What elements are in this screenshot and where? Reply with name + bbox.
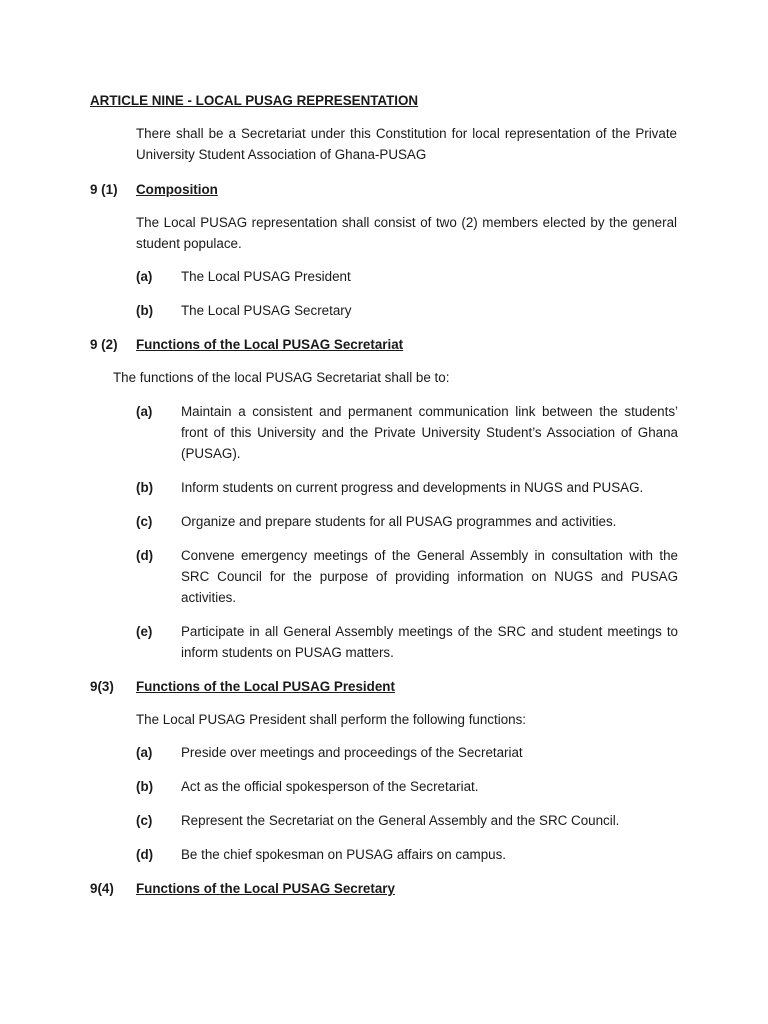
section-heading: Functions of the Local PUSAG Secretariat (136, 337, 404, 352)
item-text: Maintain a consistent and permanent communication link between the students’ front of this University and the Private University Student’s Association of Ghana (PUSAG). (181, 404, 678, 461)
item-label: (b) (136, 480, 154, 495)
item-text: The Local PUSAG President (181, 269, 351, 284)
article-title: ARTICLE NINE - LOCAL PUSAG REPRESENTATION (90, 93, 419, 108)
section-number: 9(4) (90, 881, 114, 896)
item-label: (c) (136, 813, 153, 828)
section-intro: The Local PUSAG representation shall consist of two (2) members elected by the general student populace. (136, 215, 677, 251)
section-intro: The functions of the local PUSAG Secretariat shall be to: (113, 370, 450, 385)
item-text: Organize and prepare students for all PUSAG programmes and activities. (181, 514, 617, 529)
section-intro: The Local PUSAG President shall perform the following functions: (136, 712, 527, 727)
section-number: 9(3) (90, 679, 114, 694)
section-number: 9 (2) (90, 337, 118, 352)
item-label: (e) (136, 624, 153, 639)
item-label: (a) (136, 404, 153, 419)
section-heading: Composition (136, 182, 218, 197)
item-label: (c) (136, 514, 153, 529)
item-text: Preside over meetings and proceedings of the Secretariat (181, 745, 523, 760)
item-text: Represent the Secretariat on the General Assembly and the SRC Council. (181, 813, 620, 828)
item-label: (a) (136, 745, 153, 760)
item-label: (a) (136, 269, 153, 284)
section-number: 9 (1) (90, 182, 118, 197)
item-label: (d) (136, 847, 154, 862)
item-text: Act as the official spokesperson of the Secretariat. (181, 779, 479, 794)
intro-paragraph: There shall be a Secretariat under this Constitution for local representation of the Private University Student Association of Ghana-PUSAG (136, 126, 677, 162)
item-label: (b) (136, 303, 154, 318)
item-text: Be the chief spokesman on PUSAG affairs on campus. (181, 847, 507, 862)
item-text: Inform students on current progress and developments in NUGS and PUSAG. (181, 480, 644, 495)
item-text: Participate in all General Assembly meetings of the SRC and student meetings to inform students on PUSAG matters. (181, 624, 678, 660)
item-text: Convene emergency meetings of the General Assembly in consultation with the SRC Council for the purpose of providing information on NUGS and PUSAG activities. (181, 548, 678, 605)
item-text: The Local PUSAG Secretary (181, 303, 352, 318)
item-label: (b) (136, 779, 154, 794)
item-label: (d) (136, 548, 154, 563)
section-heading: Functions of the Local PUSAG President (136, 679, 395, 694)
section-heading: Functions of the Local PUSAG Secretary (136, 881, 395, 896)
